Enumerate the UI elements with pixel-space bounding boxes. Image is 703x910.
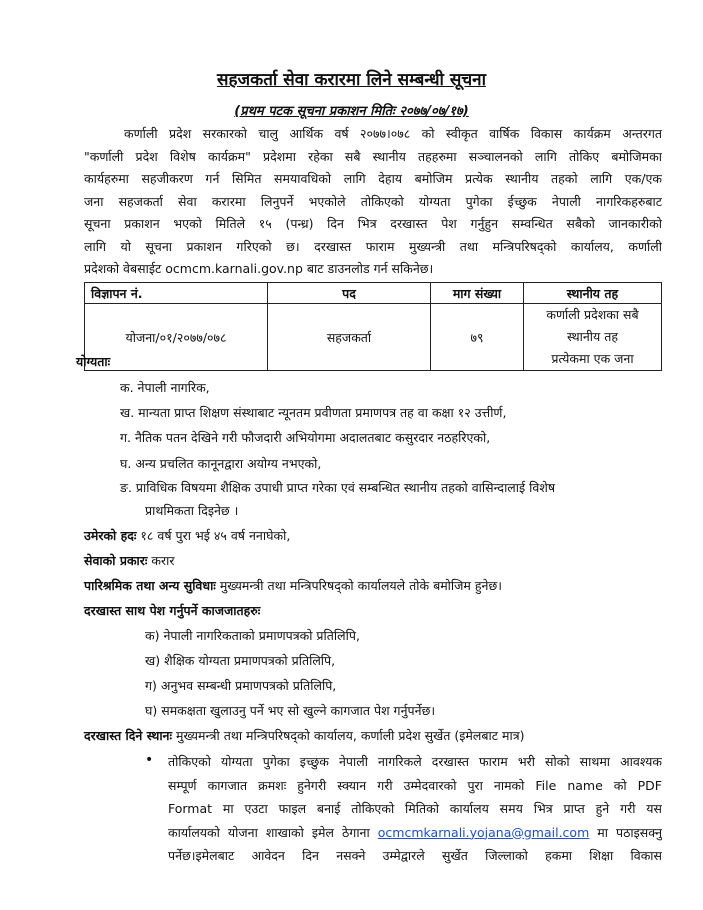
intro-line: कार्यहरुमा सहजीकरण गर्न सिमित समयावधिको लागि देहाय बमोजिम प्रत्येक स्थानीय तहको लागि एक/एक — [84, 171, 662, 186]
age-label: उमेरको हदः — [84, 528, 137, 543]
submission-place — [84, 728, 524, 744]
notice-title: सहजकर्ता सेवा करारमा लिने सम्बन्धी सूचना — [217, 70, 486, 90]
header-demand: माग संख्या — [431, 283, 524, 304]
submission-label: दरखास्त दिने स्थानः — [84, 728, 173, 743]
cell-local-level — [524, 304, 662, 371]
bullet-line: पर्नेछ।इमेलबाट आवेदन दिन नसक्ने उम्मेद्वारले सुर्खेत जिल्लाको हकमा शिक्षा विकास — [168, 848, 662, 863]
bullet-text: कार्यालयको योजना शाखाको इमेल ठेगाना — [168, 824, 370, 840]
bullet-line: तोकिएको योग्यता पुगेका इच्छुक नेपाली नागरिकले दरखास्त फाराम भरी सोको साथमा आवश्यक — [168, 754, 662, 769]
bullet-line: सम्पूर्ण कागजात क्रमशः हुनेगरी स्क्यान गरी उम्मेदवारको पुरा नामको File name को PDF — [168, 777, 662, 793]
publication-date: (प्रथम पटक सूचना प्रकाशन मितिः २०७७/०७/१७) — [234, 104, 469, 119]
email-link[interactable]: ocmcmkarnali.yojana@gmail.com — [377, 824, 590, 840]
bullet-icon: • — [145, 752, 154, 768]
document-item: क) नेपाली नागरिकताको प्रमाणपत्रको प्रतिलिपि, — [145, 628, 360, 643]
service-type-value: करार — [151, 553, 175, 568]
intro-paragraph — [84, 123, 662, 281]
intro-line: जना सहजकर्ता सेवा करारमा लिनुपर्ने भएकोले तोकिएको योग्यता पुगेका ईच्छुक नेपाली नागरिकहरुबाट — [84, 193, 662, 209]
service-type-label: सेवाको प्रकारः — [84, 553, 148, 568]
bullet-line: Format मा एउटा फाइल बनाई तोकिएको मितिको कार्यालय समय भित्र प्राप्त हुने गरी यस — [168, 801, 662, 816]
qualification-item: ग. नैतिक पतन देखिने गरी फौजदारी अभियोगमा अदालतबाट कसुरदार नठहरिएको, — [120, 430, 491, 445]
intro-line: कर्णाली प्रदेश सरकारको चालु आर्थिक वर्ष २०७७।०७८ को स्वीकृत वार्षिक विकास कार्यक्रम अन्तरगत — [124, 126, 662, 141]
qualification-item: घ. अन्य प्रचलित कानूनद्वारा अयोग्य नभएको, — [120, 456, 322, 471]
qualification-heading: योग्यताः — [76, 354, 111, 369]
document-item: घ) समकक्षता खुलाउनु पर्ने भए सो खुल्ने कागजात पेश गर्नुपर्नेछ। — [145, 703, 436, 718]
submission-value: मुख्यमन्त्री तथा मन्त्रिपरिषद्को कार्यालय, कर्णाली प्रदेश सुर्खेत (इमेलबाट मात्र) — [176, 728, 525, 743]
bullet-text: मा पठाइसक्नु — [597, 824, 662, 840]
remuneration-value: मुख्यमन्त्री तथा मन्त्रिपरिषद्को कार्यालयले तोके बमोजिम हुनेछ। — [219, 578, 502, 593]
cell-demand: ७९ — [431, 304, 524, 371]
table-row — [85, 304, 662, 371]
table-header-row — [85, 283, 662, 304]
service-type — [84, 553, 174, 569]
qualification-item: क. नेपाली नागरिक, — [120, 380, 210, 395]
header-post: पद — [268, 283, 431, 304]
intro-line: "कर्णाली प्रदेश विशेष कार्यक्रम" प्रदेशमा रहेका सबै स्थानीय तहहरुमा सञ्चालनको लागि तोकिए बमोजिमका — [84, 148, 662, 164]
qualification-item: प्राथमिकता दिइनेछ । — [145, 503, 239, 518]
document-item: ग) अनुभव सम्बन्धी प्रमाणपत्रको प्रतिलिपि, — [145, 678, 337, 693]
intro-line: सूचना प्रकाशन भएको मितिले १५ (पन्ध्र) दिन भित्र दरखास्त पेश गर्नुहुन सम्वन्धित सबैको जानकारीको — [84, 216, 662, 231]
bullet-line-email — [168, 821, 662, 845]
qualification-item: ङ. प्राविधिक विषयमा शैक्षिक उपाधी प्राप्त गरेका एवं सम्बन्धित स्थानीय तहको वासिन्दालाई विशेष — [120, 480, 556, 495]
header-ad-no: विज्ञापन नं. — [85, 283, 268, 304]
header-local-level: स्थानीय तह — [524, 283, 662, 304]
cell-ad-no: योजना/०१/२०७७/०७८ — [85, 304, 268, 371]
age-limit — [84, 528, 290, 544]
cell-post: सहजकर्ता — [268, 304, 431, 371]
remuneration-label: पारिश्रमिक तथा अन्य सुविधाः — [84, 578, 216, 593]
intro-line: लागि यो सूचना प्रकाशन गरिएको छ। दरखास्त फाराम मुख्यन्त्री तथा मन्त्रिपरिषद्को कार्यालय, कर्णाली — [84, 238, 662, 254]
bullet-paragraph — [168, 750, 662, 868]
local-level-line: प्रत्येकमा एक जना — [551, 351, 634, 366]
qualification-item: ख. मान्यता प्राप्त शिक्षण संस्थाबाट न्यूनतम प्रवीणता प्रमाणपत्र तह वा कक्षा १२ उत्तीर्ण, — [120, 405, 507, 420]
vacancy-table — [84, 282, 662, 371]
age-value: १८ वर्ष पुरा भई ४५ वर्ष ननाघेको, — [140, 528, 291, 543]
intro-line: प्रदेशको वेबसाईट ocmcm.karnali.gov.np बाट डाउनलोड गर्न सकिनेछ। — [84, 261, 434, 276]
local-level-line: कर्णाली प्रदेशका सबै स्थानीय तह — [546, 307, 639, 344]
document-item: ख) शैक्षिक योग्यता प्रमाणपत्रको प्रतिलिपि, — [145, 653, 336, 668]
remuneration — [84, 578, 502, 594]
documents-heading: दरखास्त साथ पेश गर्नुपर्ने काजजातहरुः — [84, 603, 261, 618]
